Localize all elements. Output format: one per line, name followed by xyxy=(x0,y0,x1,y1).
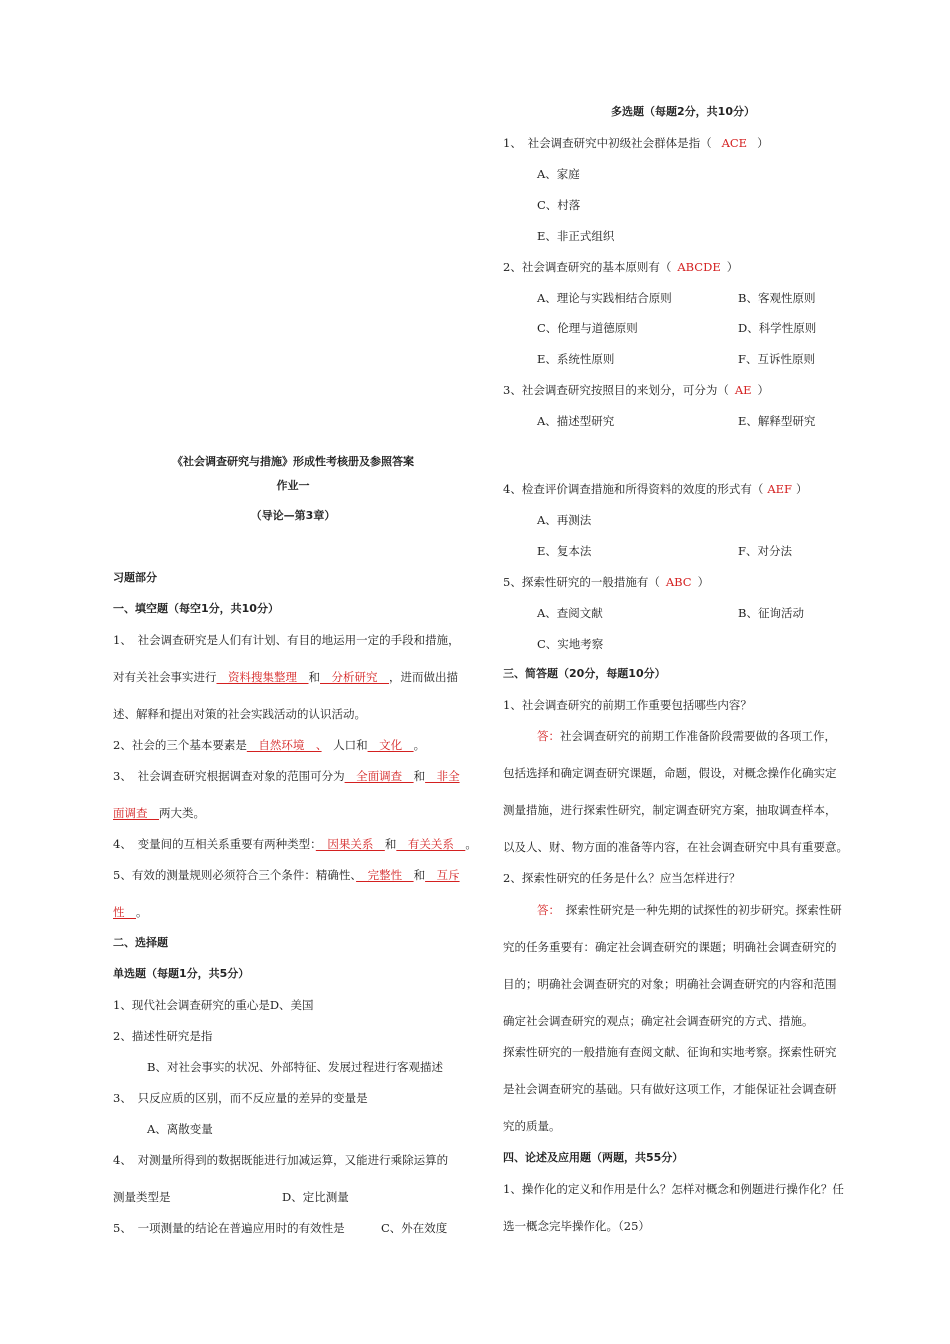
short-q2-answer-line7: 究的质量。 xyxy=(503,1119,561,1133)
single-q5: 5、 一项测量的结论在普遍应用时的有效性是 xyxy=(113,1221,345,1235)
fill-answer: 资料搜集整理 xyxy=(216,670,309,684)
multi-q4-option-e: E、复本法 xyxy=(537,544,592,558)
text: ，进而做出描 xyxy=(389,670,458,684)
text: 。 xyxy=(465,837,477,851)
text: 5、探索性研究的一般措施有（ xyxy=(503,575,660,589)
multi-answer: ACE xyxy=(721,136,748,150)
multi-q2-option-f: F、互诉性原则 xyxy=(738,352,815,366)
short-q2-answer-line3: 目的；明确社会调查研究的对象；明确社会调查研究的内容和范围 xyxy=(503,977,837,991)
section-exercises: 习题部分 xyxy=(113,571,157,584)
chapter-range: （导论—第3章） xyxy=(250,509,336,522)
multi-q5 xyxy=(503,574,709,590)
short-q2-answer-line1 xyxy=(537,902,842,918)
fill-answer: 分析研究 xyxy=(320,670,389,684)
fill-q2 xyxy=(113,737,425,753)
text: 4、 变量间的互相关系重要有两种类型： xyxy=(113,837,316,851)
essay-q1-line2: 选一概念完毕操作化。（25） xyxy=(503,1219,650,1233)
multi-answer: AE xyxy=(734,383,752,397)
text: ） xyxy=(726,260,739,274)
text: 对有关社会事实进行 xyxy=(113,670,217,684)
multi-q4-option-a: A、再测法 xyxy=(537,513,592,527)
short-q1: 1、社会调查研究的前期工作重要包括哪些内容？ xyxy=(503,698,752,712)
text: ） xyxy=(796,482,808,496)
short-q1-answer-line4: 以及人、财、物方面的准备等内容，在社会调查研究中具有重要意。 xyxy=(503,840,848,854)
single-choice-header: 单选题（每题1分，共5分） xyxy=(113,967,250,980)
multi-q1-option-c: C、村落 xyxy=(537,198,581,212)
choice-header: 二、选择题 xyxy=(113,936,168,949)
fill-q1-line2 xyxy=(113,669,458,685)
multi-choice-header: 多选题（每题2分，共10分） xyxy=(611,105,755,118)
fill-answer: 因果关系 xyxy=(315,837,385,851)
multi-q4-option-f: F、对分法 xyxy=(738,544,792,558)
single-q2: 2、描述性研究是指 xyxy=(113,1029,213,1043)
fill-q3-line2 xyxy=(113,805,205,821)
text: 和 xyxy=(413,769,426,783)
single-q2-answer: B、对社会事实的状况、外部特征、发展过程进行客观描述 xyxy=(147,1060,443,1074)
multi-q5-option-c: C、实地考察 xyxy=(537,637,604,651)
multi-q2 xyxy=(503,259,738,275)
multi-q1-option-e: E、非正式组织 xyxy=(537,229,615,243)
multi-answer: ABCDE xyxy=(677,260,721,274)
answer-label: 答： xyxy=(537,729,560,743)
short-q2: 2、探索性研究的任务是什么？应当怎样进行？ xyxy=(503,871,741,885)
homework-subtitle: 作业一 xyxy=(276,479,310,492)
multi-q2-option-e: E、系统性原则 xyxy=(537,352,615,366)
fill-answer: 完整性 xyxy=(356,868,414,882)
single-q5-answer: C、外在效度 xyxy=(381,1221,448,1235)
single-q4-line2: 测量类型是 xyxy=(113,1190,171,1204)
text: 2、社会的三个基本要素是 xyxy=(113,738,247,752)
short-q1-answer-line1 xyxy=(537,728,836,744)
text: 。 xyxy=(413,738,426,752)
multi-q2-option-b: B、客观性原则 xyxy=(738,291,816,305)
answer-label: 答： xyxy=(537,903,555,917)
fill-answer: 非全 xyxy=(425,769,460,783)
essay-q1-line1: 1、操作化的定义和作用是什么？怎样对概念和例题进行操作化？任 xyxy=(503,1182,844,1196)
essay-header: 四、论述及应用题（两题，共55分） xyxy=(503,1151,684,1164)
text: 。 xyxy=(136,905,148,919)
multi-q3 xyxy=(503,382,769,398)
multi-q3-option-a: A、描述型研究 xyxy=(537,414,615,428)
multi-answer: AEF xyxy=(767,482,793,496)
document-title: 《社会调查研究与措施》形成性考核册及参照答案 xyxy=(172,455,414,468)
text: 4、检查评价调查措施和所得资料的效度的形式有（ xyxy=(503,482,764,496)
multi-q1 xyxy=(503,135,769,151)
fill-answer: 自然环境 、 xyxy=(246,738,322,752)
text: 人口和 xyxy=(321,738,368,752)
multi-q5-option-a: A、查阅文献 xyxy=(537,606,603,620)
fill-answer: 文化 xyxy=(367,738,414,752)
short-q2-answer-line2: 究的任务重要有：确定社会调查研究的课题；明确社会调查研究的 xyxy=(503,940,837,954)
fill-blank-header: 一、填空题（每空1分，共10分） xyxy=(113,602,279,615)
single-q3-answer: A、离散变量 xyxy=(147,1122,213,1136)
multi-answer: ABC xyxy=(665,575,692,589)
short-q1-answer-line2: 包括选择和确定调查研究课题，命题，假设，对概念操作化确实定 xyxy=(503,766,837,780)
multi-q2-option-d: D、科学性原则 xyxy=(738,321,817,335)
fill-answer: 全面调查 xyxy=(344,769,414,783)
text: 3、 社会调查研究根据调查对象的范围可分为 xyxy=(113,769,345,783)
text: ） xyxy=(757,383,770,397)
fill-answer: 面调查 xyxy=(113,806,159,820)
single-q4-answer: D、定比测量 xyxy=(282,1190,349,1204)
short-q2-answer-line4: 确定社会调查研究的观点；确定社会调查研究的方式、措施。 xyxy=(503,1014,814,1028)
text: ） xyxy=(757,136,769,150)
short-q2-answer-line5: 探索性研究的一般措施有查阅文献、征询和实地考察。探索性研究 xyxy=(503,1045,837,1059)
text: 探索性研究是一种先期的试探性的初步研究。探索性研 xyxy=(554,903,842,917)
short-q1-answer-line3: 测量措施，进行探索性研究，制定调查研究方案，抽取调查样本， xyxy=(503,803,837,817)
multi-q5-option-b: B、征询活动 xyxy=(738,606,804,620)
text: 和 xyxy=(384,837,397,851)
text: 和 xyxy=(308,670,320,684)
fill-q5-line1 xyxy=(113,867,460,883)
text: ） xyxy=(697,575,710,589)
fill-answer: 有关关系 xyxy=(396,837,466,851)
fill-answer: 性 xyxy=(113,905,136,919)
short-answer-header: 三、简答题（20分，每题10分） xyxy=(503,667,666,680)
text: 社会调查研究的前期工作准备阶段需要做的各项工作， xyxy=(560,729,836,743)
fill-q1-line3: 述、解释和提出对策的社会实践活动的认识活动。 xyxy=(113,707,366,721)
single-q3: 3、 只反应质的区别，而不反应量的差异的变量是 xyxy=(113,1091,368,1105)
text: 3、社会调查研究按照目的来划分，可分为（ xyxy=(503,383,729,397)
fill-q1-line1: 1、 社会调查研究是人们有计划、有目的地运用一定的手段和措施， xyxy=(113,633,460,647)
multi-q2-option-c: C、伦理与道德原则 xyxy=(537,321,638,335)
multi-q2-option-a: A、理论与实践相结合原则 xyxy=(537,291,672,305)
fill-q3-line1 xyxy=(113,768,460,784)
text: 5、有效的测量规则必须符合三个条件：精确性、 xyxy=(113,868,357,882)
text: 两大类。 xyxy=(159,806,205,820)
fill-q5-line2 xyxy=(113,904,148,920)
text: 2、社会调查研究的基本原则有（ xyxy=(503,260,672,274)
multi-q1-option-a: A、家庭 xyxy=(537,167,580,181)
text: 1、 社会调查研究中初级社会群体是指（ xyxy=(503,136,712,150)
fill-answer: 互斥 xyxy=(425,868,460,882)
multi-q4 xyxy=(503,481,808,497)
single-q1: 1、现代社会调查研究的重心是D、美国 xyxy=(113,998,314,1012)
text: 和 xyxy=(413,868,426,882)
short-q2-answer-line6: 是社会调查研究的基础。只有做好这项工作，才能保证社会调查研 xyxy=(503,1082,837,1096)
single-q4-line1: 4、 对测量所得到的数据既能进行加减运算，又能进行乘除运算的 xyxy=(113,1153,449,1167)
multi-q3-option-e: E、解释型研究 xyxy=(738,414,816,428)
fill-q4 xyxy=(113,836,477,852)
